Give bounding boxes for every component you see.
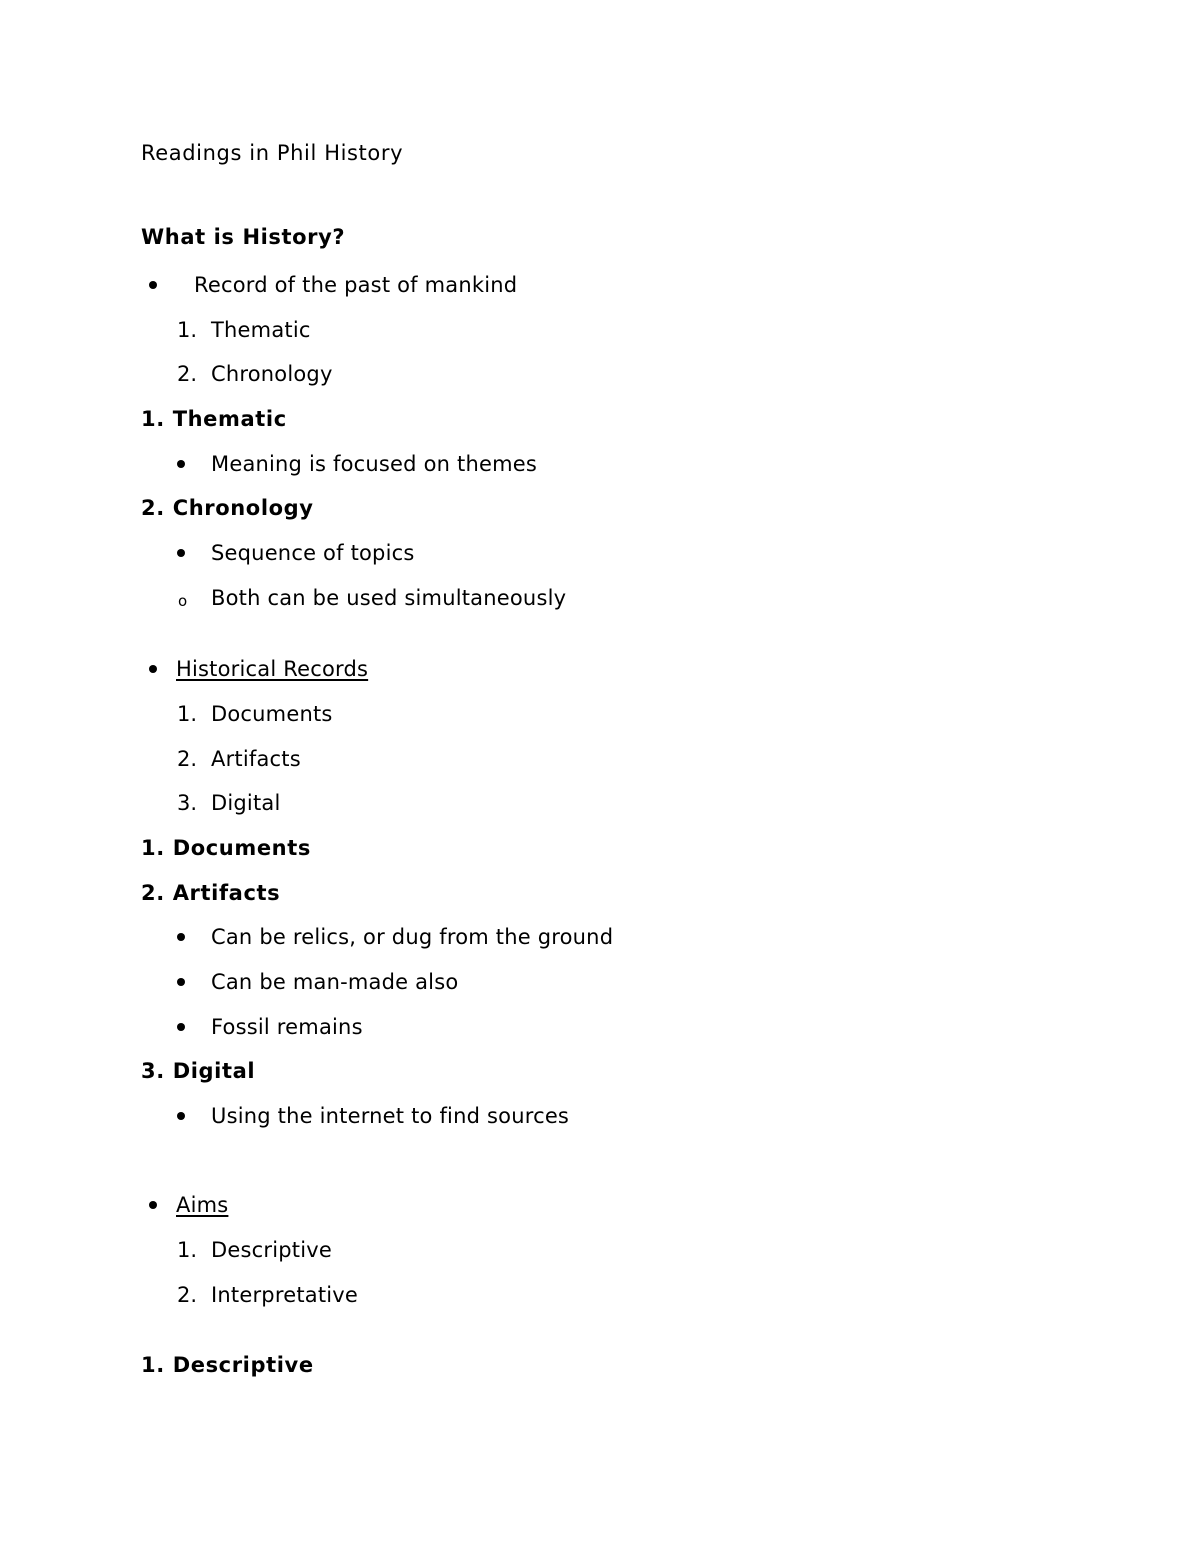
subheading-thematic: 1. Thematic xyxy=(141,407,287,431)
list-number: 2. xyxy=(177,362,198,386)
list-item: Sequence of topics xyxy=(211,541,415,565)
list-item: Descriptive xyxy=(211,1238,332,1262)
list-number: 3. xyxy=(177,791,198,815)
list-item: Documents xyxy=(211,702,333,726)
list-item-underlined: Aims xyxy=(176,1193,229,1217)
bullet-icon xyxy=(177,1112,185,1120)
list-number: 2. xyxy=(177,747,198,771)
document-title: Readings in Phil History xyxy=(141,141,404,165)
bullet-icon xyxy=(149,281,157,289)
subheading-documents: 1. Documents xyxy=(141,836,311,860)
bullet-icon xyxy=(177,933,185,941)
list-item-underlined: Historical Records xyxy=(176,657,369,681)
bullet-icon xyxy=(149,665,157,673)
list-item: Fossil remains xyxy=(211,1015,363,1039)
list-item: Can be man-made also xyxy=(211,970,459,994)
bullet-icon xyxy=(177,460,185,468)
list-item: Record of the past of mankind xyxy=(194,273,518,297)
subheading-chronology: 2. Chronology xyxy=(141,496,314,520)
list-item: Artifacts xyxy=(211,747,301,771)
list-item: Both can be used simultaneously xyxy=(211,586,567,610)
list-number: 1. xyxy=(177,1238,198,1262)
bullet-icon xyxy=(177,549,185,557)
bullet-icon xyxy=(177,1023,185,1031)
list-item: Can be relics, or dug from the ground xyxy=(211,925,614,949)
hollow-bullet-icon: o xyxy=(178,592,188,610)
list-number: 2. xyxy=(177,1283,198,1307)
subheading-digital: 3. Digital xyxy=(141,1059,256,1083)
list-item: Interpretative xyxy=(211,1283,359,1307)
list-number: 1. xyxy=(177,702,198,726)
list-item: Meaning is focused on themes xyxy=(211,452,537,476)
section-heading-what-is-history: What is History? xyxy=(141,225,346,249)
bullet-icon xyxy=(177,978,185,986)
subheading-descriptive: 1. Descriptive xyxy=(141,1353,314,1377)
list-item: Thematic xyxy=(211,318,311,342)
list-item: Chronology xyxy=(211,362,333,386)
list-number: 1. xyxy=(177,318,198,342)
list-item: Digital xyxy=(211,791,281,815)
bullet-icon xyxy=(149,1201,157,1209)
subheading-artifacts: 2. Artifacts xyxy=(141,881,281,905)
list-item: Using the internet to find sources xyxy=(211,1104,570,1128)
